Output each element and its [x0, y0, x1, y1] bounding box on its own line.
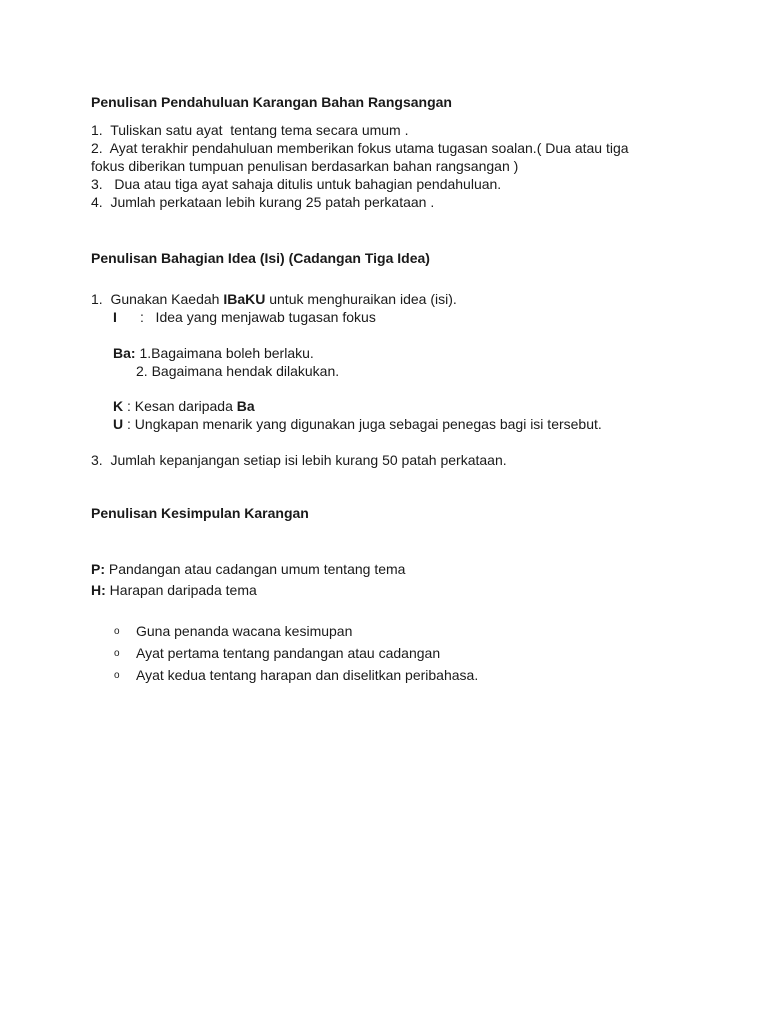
conclusion-bullet-1: Guna penanda wacana kesimupan [136, 623, 353, 639]
ibaku-k-label: K [113, 398, 124, 414]
conclusion-h-label: H: [91, 582, 106, 598]
ibaku-i-label: I [113, 309, 117, 325]
ibaku-ba-line2: 2. Bagaimana hendak dilakukan. [136, 363, 340, 379]
conclusion-p-label: P: [91, 561, 105, 577]
ibaku-ba-text1: 1.Bagaimana boleh berlaku. [135, 345, 314, 361]
conclusion-bullet-3: Ayat kedua tentang harapan dan diselitkan peribahasa. [136, 667, 479, 683]
bullet-icon: o [114, 670, 120, 681]
item1-bold: IBaKU [223, 291, 266, 307]
section1-item-2-cont: fokus diberikan tumpuan penulisan berdasarkan bahan rangsangan ) [91, 158, 519, 174]
bullet-icon: o [114, 648, 120, 659]
bullet-icon: o [114, 626, 120, 637]
section1-item-3: 3. Dua atau tiga ayat sahaja ditulis untuk bahagian pendahuluan. [91, 176, 502, 192]
conclusion-p-text: Pandangan atau cadangan umum tentang tema [105, 561, 406, 577]
section1-item-1: 1. Tuliskan satu ayat tentang tema secara umum . [91, 122, 409, 138]
section1-item-4: 4. Jumlah perkataan lebih kurang 25 patah perkataan . [91, 194, 435, 210]
conclusion-h-text: Harapan daripada tema [105, 582, 257, 598]
ibaku-u-text: : Ungkapan menarik yang digunakan juga sebagai penegas bagi isi tersebut. [123, 416, 602, 432]
section3-heading: Penulisan Kesimpulan Karangan [91, 505, 309, 521]
ibaku-k-text: : Kesan daripada [123, 398, 237, 414]
ibaku-i-text: : Idea yang menjawab tugasan fokus [140, 309, 376, 325]
ibaku-ba-line1 [113, 344, 314, 362]
section2-item-3: 3. Jumlah kepanjangan setiap isi lebih kurang 50 patah perkataan. [91, 452, 507, 468]
item1-prefix: 1. Gunakan Kaedah [91, 291, 224, 307]
ibaku-ba-label: Ba: [113, 345, 136, 361]
section2-item-1 [91, 290, 457, 308]
conclusion-bullet-2: Ayat pertama tentang pandangan atau cadangan [136, 645, 441, 661]
section1-heading: Penulisan Pendahuluan Karangan Bahan Rangsangan [91, 94, 452, 110]
section2-heading: Penulisan Bahagian Idea (Isi) (Cadangan Tiga Idea) [91, 250, 430, 266]
ibaku-k-line [113, 397, 255, 415]
item1-suffix: untuk menghuraikan idea (isi). [265, 291, 457, 307]
ibaku-k-bold: Ba [236, 398, 255, 414]
ibaku-u-label: U [113, 416, 124, 432]
conclusion-p-line [91, 560, 405, 578]
ibaku-u-line [113, 415, 602, 433]
section1-item-2: 2. Ayat terakhir pendahuluan memberikan fokus utama tugasan soalan.( Dua atau tiga [91, 140, 629, 156]
conclusion-h-line [91, 581, 257, 599]
